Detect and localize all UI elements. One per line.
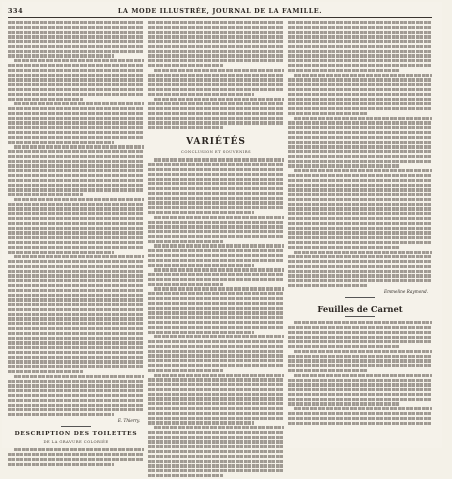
text-line bbox=[8, 93, 144, 96]
text-line bbox=[8, 131, 144, 134]
column-2-text-bottom bbox=[148, 158, 284, 477]
text-line bbox=[154, 69, 284, 72]
text-line bbox=[148, 112, 284, 115]
text-line bbox=[288, 359, 432, 362]
text-line bbox=[8, 217, 144, 220]
newspaper-page bbox=[2, 2, 442, 448]
column-3-signature: Emmeline Raymond. bbox=[384, 289, 428, 295]
text-line bbox=[288, 364, 432, 367]
text-line bbox=[148, 378, 284, 381]
text-line bbox=[288, 412, 432, 415]
text-line bbox=[148, 78, 284, 81]
text-line bbox=[154, 216, 284, 219]
text-line bbox=[148, 254, 284, 257]
text-line bbox=[8, 365, 144, 368]
text-line bbox=[148, 26, 284, 29]
feuilles-rule bbox=[345, 316, 375, 317]
text-line bbox=[288, 88, 432, 91]
text-line bbox=[148, 64, 223, 67]
text-line bbox=[8, 356, 144, 359]
text-line bbox=[8, 370, 83, 373]
text-line bbox=[288, 179, 432, 182]
text-line bbox=[8, 351, 144, 354]
text-line bbox=[288, 145, 432, 148]
text-line bbox=[288, 284, 367, 287]
column-1-divider bbox=[61, 426, 91, 427]
column-1-text-bottom bbox=[8, 448, 144, 466]
text-line bbox=[288, 417, 432, 420]
text-line bbox=[148, 292, 284, 295]
text-line bbox=[148, 35, 284, 38]
text-line bbox=[148, 40, 284, 43]
text-line bbox=[288, 150, 432, 153]
text-line bbox=[148, 235, 284, 238]
text-line bbox=[288, 98, 432, 101]
text-line bbox=[288, 270, 432, 273]
text-line bbox=[154, 374, 284, 377]
text-line bbox=[148, 264, 254, 267]
text-line bbox=[288, 69, 400, 72]
text-line bbox=[154, 268, 284, 271]
journal-title: LA MODE ILLUSTRÉE, JOURNAL DE LA FAMILLE. bbox=[117, 7, 323, 15]
column-2-text-top bbox=[148, 21, 284, 129]
text-line bbox=[148, 107, 284, 110]
text-line bbox=[288, 59, 432, 62]
text-line bbox=[288, 345, 400, 348]
text-line bbox=[8, 260, 144, 263]
text-line bbox=[148, 278, 284, 281]
text-line bbox=[148, 393, 284, 396]
text-line bbox=[8, 69, 144, 72]
text-line bbox=[14, 198, 144, 201]
text-line bbox=[288, 64, 432, 67]
text-line bbox=[288, 388, 432, 391]
text-line bbox=[148, 45, 284, 48]
page-number: 334 bbox=[8, 7, 24, 15]
text-line bbox=[8, 284, 144, 287]
text-line bbox=[148, 354, 284, 357]
text-line bbox=[148, 249, 284, 252]
text-line bbox=[8, 212, 144, 215]
text-line bbox=[148, 21, 284, 24]
text-line bbox=[148, 50, 284, 53]
toilettes-heading: DESCRIPTION DES TOILETTES bbox=[14, 431, 138, 438]
text-line bbox=[288, 326, 432, 329]
text-line bbox=[148, 182, 284, 185]
text-line bbox=[288, 340, 432, 343]
page-header bbox=[8, 7, 432, 17]
text-line bbox=[148, 359, 284, 362]
text-line bbox=[148, 407, 284, 410]
text-line bbox=[288, 83, 432, 86]
text-line bbox=[148, 436, 284, 439]
text-line bbox=[288, 174, 432, 177]
text-line bbox=[8, 251, 114, 254]
text-line bbox=[148, 121, 284, 124]
column-3-text-top bbox=[288, 21, 432, 287]
text-line bbox=[8, 463, 114, 466]
text-line bbox=[8, 458, 144, 461]
text-line bbox=[148, 364, 284, 367]
text-line bbox=[288, 188, 432, 191]
column-1-text-top bbox=[8, 21, 144, 416]
text-line bbox=[148, 240, 223, 243]
text-line bbox=[148, 455, 284, 458]
text-line bbox=[294, 407, 432, 410]
text-line bbox=[8, 83, 144, 86]
text-line bbox=[154, 244, 284, 247]
text-line bbox=[8, 26, 144, 29]
text-line bbox=[288, 212, 432, 215]
text-line bbox=[8, 78, 144, 81]
text-line bbox=[8, 413, 114, 416]
text-line bbox=[8, 141, 114, 144]
text-line bbox=[148, 168, 284, 171]
text-line bbox=[8, 188, 144, 191]
text-line bbox=[154, 158, 284, 161]
text-line bbox=[288, 274, 432, 277]
text-line bbox=[288, 131, 432, 134]
text-line bbox=[294, 321, 432, 324]
text-line bbox=[8, 408, 144, 411]
text-line bbox=[288, 126, 432, 129]
text-line bbox=[8, 155, 144, 158]
text-line bbox=[148, 326, 284, 329]
text-line bbox=[8, 112, 144, 115]
text-line bbox=[8, 236, 144, 239]
text-line bbox=[8, 169, 144, 172]
text-line bbox=[8, 136, 144, 139]
varietes-heading: VARIÉTÉS bbox=[186, 137, 246, 148]
text-line bbox=[288, 155, 432, 158]
text-line bbox=[154, 426, 284, 429]
text-line bbox=[148, 273, 284, 276]
text-line bbox=[294, 374, 432, 377]
text-line bbox=[8, 160, 144, 163]
column-3 bbox=[288, 21, 432, 426]
text-line bbox=[8, 31, 144, 34]
text-line bbox=[148, 417, 284, 420]
text-line bbox=[148, 331, 254, 334]
text-line bbox=[288, 21, 432, 24]
text-line bbox=[8, 313, 144, 316]
text-line bbox=[8, 45, 144, 48]
text-line bbox=[148, 88, 284, 91]
text-line bbox=[8, 389, 144, 392]
text-line bbox=[148, 307, 284, 310]
text-line bbox=[8, 308, 144, 311]
text-line bbox=[148, 397, 284, 400]
text-line bbox=[8, 21, 144, 24]
text-line bbox=[154, 98, 284, 101]
text-line bbox=[288, 402, 400, 405]
text-line bbox=[288, 383, 432, 386]
text-line bbox=[14, 375, 144, 378]
text-line bbox=[8, 298, 144, 301]
text-line bbox=[148, 445, 284, 448]
text-line bbox=[148, 440, 284, 443]
text-line bbox=[8, 179, 144, 182]
text-line bbox=[8, 117, 144, 120]
text-line bbox=[148, 297, 284, 300]
text-line bbox=[288, 422, 432, 425]
toilettes-subheading: DE LA GRAVURE COLORIÉE bbox=[43, 439, 109, 445]
text-line bbox=[294, 251, 432, 254]
column-1 bbox=[8, 21, 144, 467]
text-line bbox=[288, 260, 432, 263]
text-line bbox=[288, 379, 432, 382]
text-line bbox=[288, 26, 432, 29]
text-line bbox=[8, 294, 144, 297]
text-line bbox=[8, 265, 144, 268]
text-line bbox=[288, 93, 432, 96]
text-line bbox=[8, 88, 144, 91]
text-line bbox=[148, 221, 284, 224]
text-line bbox=[294, 350, 432, 353]
text-line bbox=[154, 287, 284, 290]
text-line bbox=[8, 74, 144, 77]
text-line bbox=[8, 174, 144, 177]
text-line bbox=[288, 164, 400, 167]
text-line bbox=[288, 236, 432, 239]
text-line bbox=[8, 64, 144, 67]
text-line bbox=[8, 317, 144, 320]
text-line bbox=[8, 246, 144, 249]
text-line bbox=[148, 421, 254, 424]
text-line bbox=[288, 217, 432, 220]
text-line bbox=[8, 399, 144, 402]
text-line bbox=[148, 59, 284, 62]
text-line bbox=[288, 255, 432, 258]
text-line bbox=[148, 187, 284, 190]
text-line bbox=[8, 184, 144, 187]
text-line bbox=[288, 265, 432, 268]
text-line bbox=[288, 107, 432, 110]
text-line bbox=[8, 241, 144, 244]
text-line bbox=[148, 102, 284, 105]
text-line bbox=[148, 225, 284, 228]
text-line bbox=[288, 54, 432, 57]
text-line bbox=[148, 74, 284, 77]
text-line bbox=[154, 335, 284, 338]
text-line bbox=[288, 45, 432, 48]
text-line bbox=[288, 279, 432, 282]
text-line bbox=[148, 469, 284, 472]
text-line bbox=[8, 150, 144, 153]
text-line bbox=[288, 331, 432, 334]
text-line bbox=[288, 246, 400, 249]
text-line bbox=[8, 322, 144, 325]
text-line bbox=[14, 59, 144, 62]
text-line bbox=[288, 203, 432, 206]
text-line bbox=[148, 402, 284, 405]
text-line bbox=[148, 321, 284, 324]
text-line bbox=[8, 203, 144, 206]
header-rule bbox=[8, 17, 432, 18]
text-line bbox=[148, 206, 284, 209]
text-line bbox=[288, 121, 432, 124]
text-line bbox=[148, 464, 284, 467]
text-line bbox=[288, 355, 432, 358]
text-line bbox=[8, 270, 144, 273]
text-line bbox=[148, 388, 284, 391]
text-line bbox=[288, 336, 432, 339]
text-line bbox=[148, 474, 223, 477]
text-line bbox=[148, 83, 284, 86]
text-line bbox=[8, 380, 144, 383]
text-line bbox=[8, 303, 144, 306]
text-line bbox=[8, 384, 144, 387]
text-line bbox=[8, 346, 144, 349]
text-line bbox=[148, 197, 284, 200]
text-line bbox=[148, 431, 284, 434]
text-line bbox=[8, 54, 114, 57]
text-line bbox=[8, 222, 144, 225]
text-line bbox=[288, 141, 432, 144]
text-line bbox=[148, 302, 284, 305]
text-line bbox=[148, 31, 284, 34]
text-line bbox=[8, 279, 144, 282]
text-line bbox=[288, 136, 432, 139]
text-line bbox=[8, 394, 144, 397]
text-line bbox=[14, 102, 144, 105]
text-line bbox=[148, 460, 284, 463]
text-line bbox=[8, 227, 144, 230]
text-line bbox=[8, 332, 144, 335]
text-line bbox=[148, 192, 284, 195]
text-line bbox=[294, 117, 432, 120]
text-line bbox=[8, 164, 144, 167]
text-line bbox=[288, 184, 432, 187]
text-line bbox=[148, 259, 284, 262]
text-line bbox=[288, 369, 367, 372]
text-line bbox=[8, 337, 144, 340]
text-line bbox=[148, 316, 284, 319]
text-line bbox=[8, 207, 144, 210]
text-line bbox=[288, 35, 432, 38]
text-line bbox=[148, 345, 284, 348]
text-line bbox=[148, 178, 284, 181]
text-line bbox=[8, 274, 144, 277]
text-line bbox=[148, 173, 284, 176]
text-line bbox=[14, 145, 144, 148]
text-line bbox=[148, 117, 284, 120]
text-line bbox=[288, 222, 432, 225]
text-line bbox=[148, 201, 284, 204]
text-line bbox=[8, 360, 144, 363]
text-line bbox=[288, 40, 432, 43]
text-line bbox=[148, 311, 284, 314]
text-line bbox=[14, 255, 144, 258]
text-line bbox=[288, 50, 432, 53]
text-line bbox=[8, 98, 83, 101]
varietes-subheading: CONCLUSION ET SOUVENIRS bbox=[181, 149, 251, 155]
text-line bbox=[294, 74, 432, 77]
text-line bbox=[148, 412, 284, 415]
text-line bbox=[8, 35, 144, 38]
column-3-divider bbox=[345, 297, 375, 298]
text-line bbox=[8, 327, 144, 330]
text-line bbox=[8, 121, 144, 124]
text-line bbox=[294, 169, 432, 172]
text-line bbox=[8, 126, 144, 129]
text-line bbox=[8, 453, 144, 456]
text-line bbox=[288, 393, 432, 396]
text-line bbox=[14, 448, 144, 451]
text-line bbox=[288, 112, 367, 115]
text-line bbox=[288, 102, 432, 105]
text-line bbox=[148, 230, 284, 233]
text-line bbox=[288, 78, 432, 81]
text-line bbox=[148, 163, 284, 166]
text-line bbox=[288, 198, 432, 201]
text-line bbox=[288, 160, 432, 163]
text-line bbox=[8, 107, 144, 110]
text-line bbox=[288, 241, 432, 244]
text-line bbox=[148, 126, 223, 129]
text-line bbox=[8, 193, 83, 196]
column-3-text-bottom bbox=[288, 321, 432, 425]
text-line bbox=[148, 383, 284, 386]
text-line bbox=[148, 211, 254, 214]
text-line bbox=[148, 283, 223, 286]
text-line bbox=[148, 340, 284, 343]
feuilles-heading: Feuilles de Carnet bbox=[317, 304, 403, 315]
text-line bbox=[148, 54, 284, 57]
text-line bbox=[288, 227, 432, 230]
text-line bbox=[8, 231, 144, 234]
text-line bbox=[8, 341, 144, 344]
text-line bbox=[8, 40, 144, 43]
text-line bbox=[288, 193, 432, 196]
text-line bbox=[288, 31, 432, 34]
text-line bbox=[288, 207, 432, 210]
column-2 bbox=[148, 21, 284, 479]
text-line bbox=[8, 50, 144, 53]
text-line bbox=[148, 369, 223, 372]
column-1-signature: E. Thierry. bbox=[117, 418, 140, 424]
text-line bbox=[8, 404, 144, 407]
text-line bbox=[288, 231, 432, 234]
text-line bbox=[148, 93, 254, 96]
text-line bbox=[8, 289, 144, 292]
text-line bbox=[148, 350, 284, 353]
text-line bbox=[288, 398, 432, 401]
